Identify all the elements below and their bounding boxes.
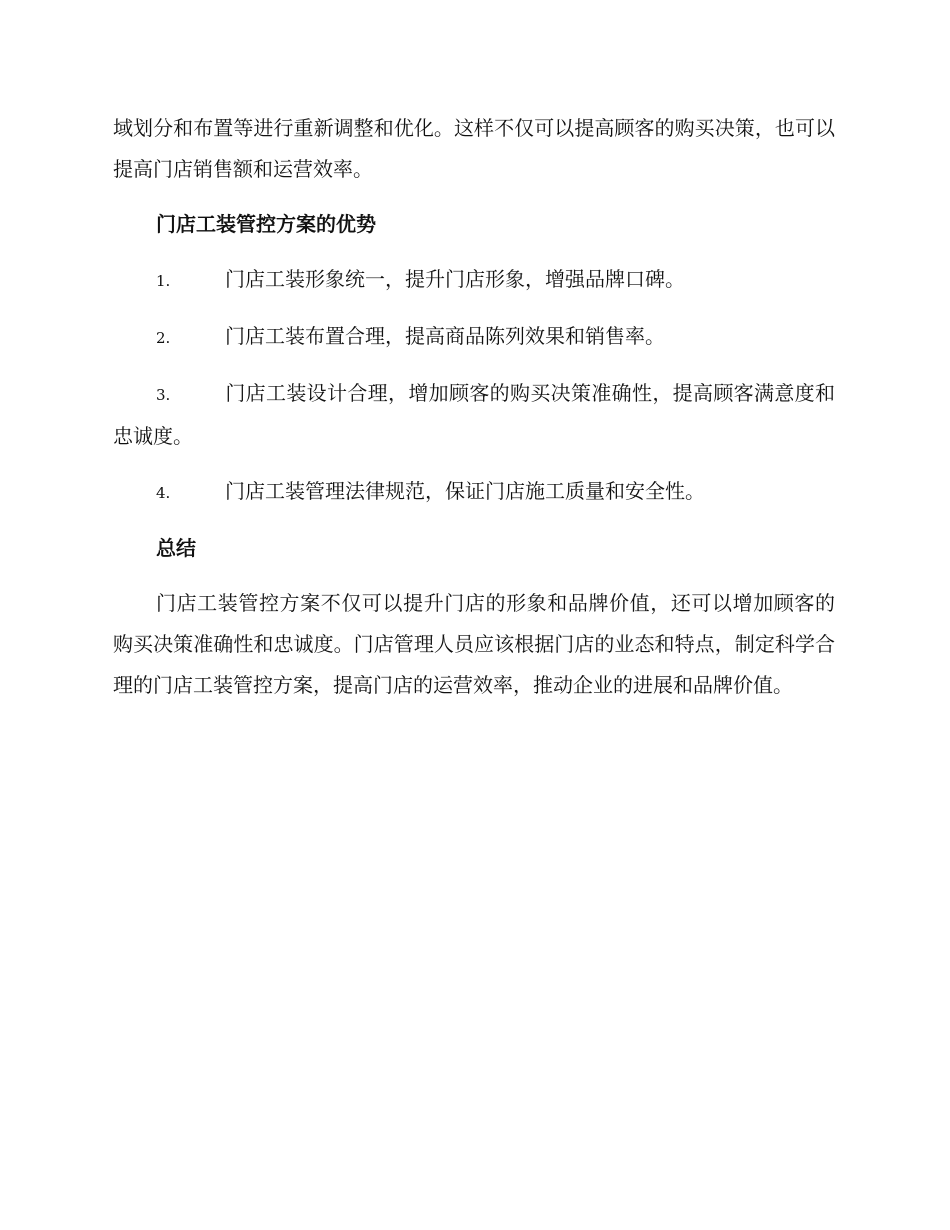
advantages-heading: 门店工装管控方案的优势 <box>156 212 376 236</box>
summary-heading: 总结 <box>156 536 196 560</box>
summary-paragraph: 门店工装管控方案不仅可以提升门店的形象和品牌价值，还可以增加顾客的购买决策准确性和忠诚度。门店管理人员应该根据门店的业态和特点，制定科学合理的门店工装管控方案，提高门店的运营效率，推动企业的进展和品牌价值。 <box>113 591 835 697</box>
advantage-item-2 <box>113 316 835 359</box>
list-number: 2. <box>156 329 171 347</box>
intro-continuation-paragraph: 域划分和布置等进行重新调整和优化。这样不仅可以提高顾客的购买决策，也可以提高门店销售额和运营效率。 <box>113 116 835 181</box>
advantage-item-4 <box>113 471 835 514</box>
list-item-text: 门店工装管理法律规范，保证门店施工质量和安全性。 <box>225 479 705 503</box>
advantage-item-1 <box>113 259 835 302</box>
advantage-item-3 <box>113 373 835 457</box>
list-item-text: 门店工装布置合理，提高商品陈列效果和销售率。 <box>225 324 665 348</box>
list-item-text: 门店工装设计合理，增加顾客的购买决策准确性，提高顾客满意度和忠诚度。 <box>113 381 835 448</box>
list-number: 1. <box>156 272 171 290</box>
list-number: 3. <box>156 386 171 404</box>
document-body <box>113 108 835 720</box>
list-item-text: 门店工装形象统一，提升门店形象，增强品牌口碑。 <box>225 267 685 291</box>
list-number: 4. <box>156 484 171 502</box>
